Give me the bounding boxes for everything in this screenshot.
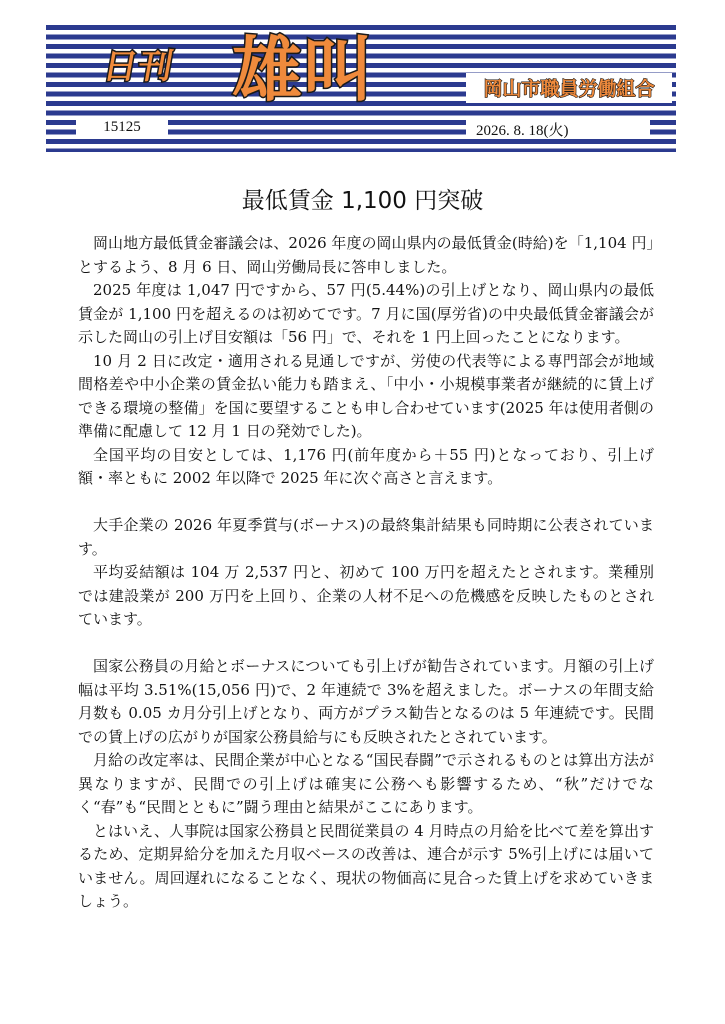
issue-date: 2026. 8. 18(火) bbox=[476, 123, 569, 139]
newsletter-title: 雄叫 bbox=[232, 31, 374, 109]
paragraph: 全国平均の目安としては、1,176 円(前年度から＋55 円)となっており、引上げ額・率ともに 2002 年以降で 2025 年に次ぐ高さと言えます。 bbox=[78, 445, 654, 487]
masthead bbox=[46, 25, 676, 152]
paragraph: とはいえ、人事院は国家公務員と民間従業員の 4 月時点の月給を比べて差を算出するため、定期昇給分を加えた月収ベースの改善は、連合が示す 5%引上げには届いていません。周回遅れになることなく、現状の物価高に見合った賃上げを求めていきましょう。 bbox=[78, 821, 654, 910]
article-body bbox=[78, 232, 654, 914]
daily-label: 日刊 bbox=[100, 48, 177, 86]
paragraph-gap bbox=[78, 632, 654, 656]
union-name: 岡山市職員労働組合 bbox=[483, 79, 655, 100]
paragraph: 2025 年度は 1,047 円ですから、57 円(5.44%)の引上げとなり、岡山県内の最低賃金が 1,100 円を超えるのは初めてです。7 月に国(厚労省)の中央最低賃金審議会が示した岡山の引上げ目安額は「56 円」で、それを 1 円上回ったことになります。 bbox=[78, 281, 654, 346]
paragraph: 岡山地方最低賃金審議会は、2026 年度の岡山県内の最低賃金(時給)を「1,104 円」とするよう、8 月 6 日、岡山労働局長に答申しました。 bbox=[78, 234, 654, 276]
issue-number: 15125 bbox=[103, 119, 141, 135]
issue-number-box bbox=[76, 117, 168, 139]
paragraph: 10 月 2 日に改定・適用される見通しですが、労使の代表等による専門部会が地域間格差や中小企業の賃金払い能力も踏まえ、「中小・小規模事業者が継続的に賃上げできる環境の整備」を国に要望することも申し合わせています(2025 年は使用者側の準備に配慮して 12 月 1 日の発効でした)。 bbox=[78, 351, 654, 440]
paragraph: 大手企業の 2026 年夏季賞与(ボーナス)の最終集計結果も同時期に公表されています。 bbox=[78, 516, 654, 558]
article-headline: 最低賃金 1,100 円突破 bbox=[241, 188, 484, 214]
issue-date-box bbox=[466, 117, 650, 139]
paragraph: 国家公務員の月給とボーナスについても引上げが勧告されています。月額の引上げ幅は平均 3.51%(15,056 円)で、2 年連続で 3%を超えました。ボーナスの年間支給月数も 0.05 カ月分引上げとなり、両方がプラス勧告となるのは 5 年連続です。民間での賃上げの広がりが国家公務員給与にも反映されたとされています。 bbox=[78, 657, 654, 746]
paragraph-gap bbox=[78, 491, 654, 515]
paragraph: 月給の改定率は、民間企業が中心となる“国民春闘”で示されるものとは算出方法が異なりますが、民間での引上げは確実に公務へも影響するため、“秋”だけでなく“春”も“民間とともに”闘う理由と結果がここにあります。 bbox=[78, 751, 654, 816]
union-name-box bbox=[466, 73, 672, 103]
paragraph: 平均妥結額は 104 万 2,537 円と、初めて 100 万円を超えたとされます。業種別では建設業が 200 万円を上回り、企業の人材不足への危機感を反映したものとされています。 bbox=[78, 563, 654, 628]
